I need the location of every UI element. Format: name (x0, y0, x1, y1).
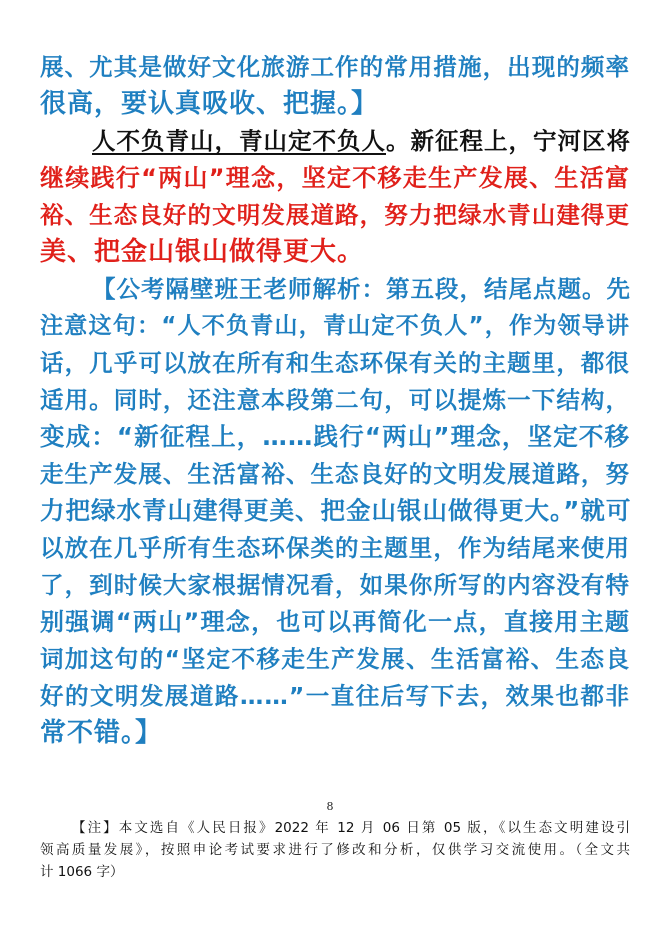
analysis-line: 力把绿水青山建得更美、把金山银山做得更大。”就可 (40, 496, 632, 525)
underlined-key-phrase: 人不负青山，青山定不负人 (92, 127, 386, 155)
analysis-line: 以放在几乎所有生态环保类的主题里，作为结尾来使用 (40, 534, 630, 562)
analysis-line: 适用。同时，还注意本段第二句，可以提炼一下结构， (40, 386, 630, 414)
analysis-line: 别强调“两山”理念，也可以再简化一点，直接用主题 (40, 608, 630, 636)
footnote-line: 【注】本文选自《人民日报》2022 年 12 月 06 日第 05 版，《以生态文明建设引 (72, 820, 630, 836)
highlight-line: 美、把金山银山做得更大。 (40, 237, 365, 267)
highlight-line: 继续践行“两山”理念，坚定不移走生产发展、生活富 (40, 164, 630, 192)
analysis-line: 变成：“新征程上，……践行“两山”理念，坚定不移 (40, 422, 630, 451)
body-text: 。新征程上，宁河区将 (386, 127, 631, 155)
analysis-line: 好的文明发展道路……”一直往后写下去，效果也都非 (40, 682, 630, 710)
commentary-line: 很高，要认真吸收、把握。】 (40, 89, 379, 119)
analysis-line: 词加这句的“坚定不移走生产发展、生活富裕、生态良 (40, 645, 630, 673)
analysis-line: 了，到时候大家根据情况看，如果你所写的内容没有特 (40, 571, 630, 599)
analysis-line: 【公考隔壁班王老师解析：第五段，结尾点题。先 (92, 275, 631, 303)
body-line (92, 124, 630, 158)
page-number: 8 (326, 800, 334, 813)
analysis-line: 走生产发展、生活富裕、生态良好的文明发展道路，努 (40, 460, 630, 488)
highlight-line: 裕、生态良好的文明发展道路，努力把绿水青山建得更 (40, 201, 630, 229)
analysis-line: 注意这句：“人不负青山，青山定不负人”，作为领导讲 (40, 313, 630, 339)
footnote-line: 领高质量发展》，按照申论考试要求进行了修改和分析，仅供学习交流使用。（全文共 (40, 842, 630, 858)
analysis-line: 常不错。】 (40, 718, 163, 748)
footnote-line: 计 1066 字） (40, 864, 124, 880)
commentary-line: 展、尤其是做好文化旅游工作的常用措施，出现的频率 (40, 53, 630, 81)
analysis-line: 话，几乎可以放在所有和生态环保有关的主题里，都很 (40, 349, 630, 377)
